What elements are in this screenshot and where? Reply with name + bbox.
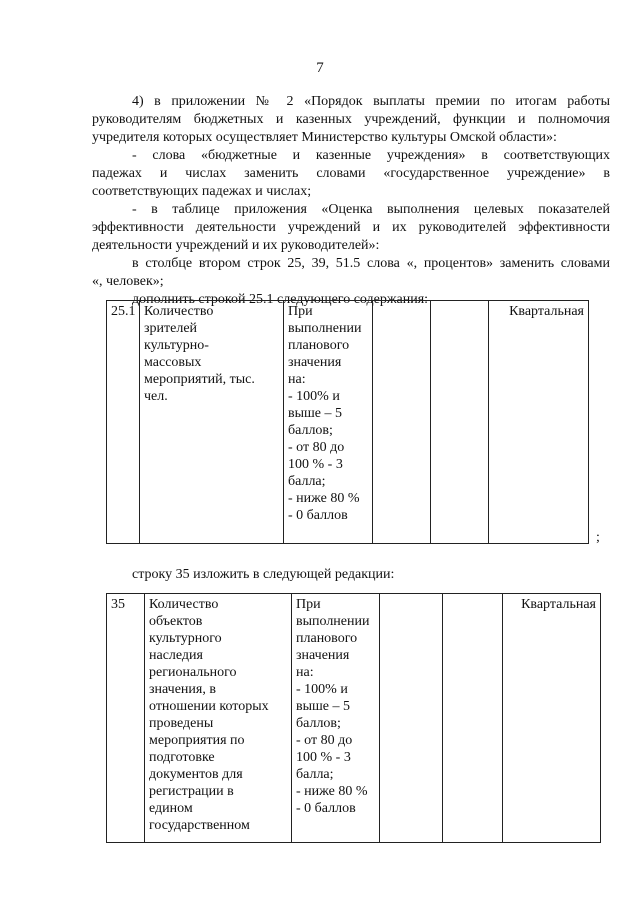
period-cell: Квартальная	[503, 594, 601, 843]
table-row-25-1	[106, 300, 589, 544]
paragraph-line: «, человек»;	[92, 274, 164, 289]
empty-cell	[443, 594, 503, 843]
indicator-cell: Количество зрителей культурно- массовых мероприятий, тыс. чел.	[140, 301, 284, 544]
table-terminator: ;	[596, 530, 600, 545]
amendment-text	[92, 93, 610, 309]
paragraph-line: эффективности деятельности учреждений и их руководителей эффективности	[92, 220, 610, 235]
criteria-cell: При выполнении планового значения на: - 100% и выше – 5 баллов; - от 80 до 100 % - 3 балла; - ниже 80 % - 0 баллов	[284, 301, 373, 544]
empty-cell	[431, 301, 489, 544]
table-row	[107, 594, 601, 843]
row-number-cell: 25.1	[107, 301, 140, 544]
paragraph-line: 4) в приложении № 2 «Порядок выплаты премии по итогам работы	[132, 94, 610, 109]
indicator-cell: Количество объектов культурного наследия регионального значения, в отношении которых проведены мероприятия по подготовке документов для регистрации в едином государственном	[145, 594, 292, 843]
paragraph-line: в столбце втором строк 25, 39, 51.5 слова «, процентов» заменить словами	[132, 256, 610, 271]
paragraph-line: - в таблице приложения «Оценка выполнения целевых показателей	[132, 202, 610, 217]
paragraph-line: деятельности учреждений и их руководителей»:	[92, 238, 380, 253]
paragraph-line: соответствующих падежах и числах;	[92, 184, 312, 199]
paragraph-line: учредителя которых осуществляет Министерство культуры Омской области»:	[92, 130, 557, 145]
paragraph-line: руководителям бюджетных и казенных учреждений, функции и полномочия	[92, 112, 610, 127]
table-row	[107, 301, 589, 544]
row-number-cell: 35	[107, 594, 145, 843]
page-number: 7	[316, 60, 324, 76]
empty-cell	[373, 301, 431, 544]
paragraph-line: - слова «бюджетные и казенные учреждения» в соответствующих	[132, 148, 610, 163]
paragraph-line: падежах и числах заменить словами «государственное учреждение» в	[92, 166, 610, 181]
paragraph-line: дополнить строкой 25.1 следующего содержания:	[132, 292, 429, 307]
period-cell: Квартальная	[489, 301, 589, 544]
criteria-cell: При выполнении планового значения на: - 100% и выше – 5 баллов; - от 80 до 100 % - 3 балла; - ниже 80 % - 0 баллов	[292, 594, 380, 843]
table-row-35	[106, 593, 601, 843]
paragraph-line: строку 35 изложить в следующей редакции:	[132, 567, 395, 582]
empty-cell	[380, 594, 443, 843]
